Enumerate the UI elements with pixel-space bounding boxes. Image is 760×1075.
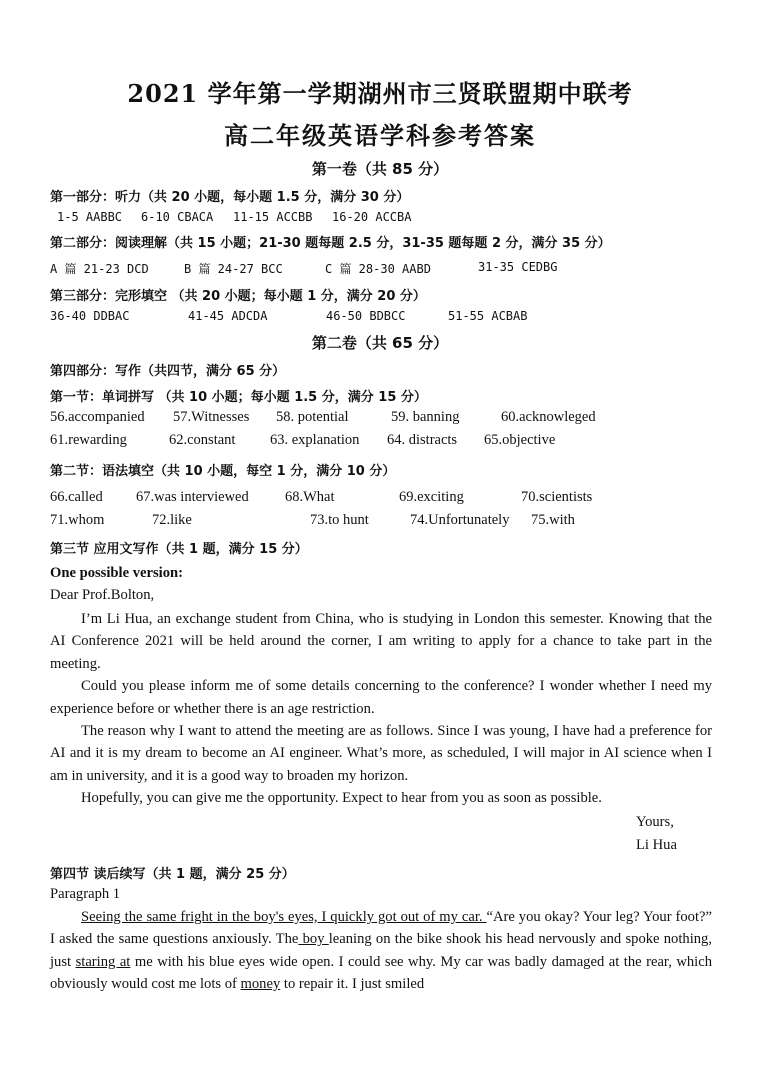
spelling-answer: 62.constant bbox=[169, 432, 236, 448]
grammar-answer: 72.like bbox=[152, 512, 192, 528]
continuation-text bbox=[50, 906, 712, 996]
part2-heading: 第二部分：阅读理解（共 15 小题；21-30 题每题 2.5 分，31-35 题每题 2 分，满分 35 分） bbox=[50, 236, 611, 251]
grammar-answer: 66.called bbox=[50, 489, 103, 505]
underlined-phrase: Seeing the same fright in the boy's eyes, I quickly got out of my car. bbox=[81, 909, 487, 925]
spelling-answer: 59. banning bbox=[391, 409, 460, 425]
spelling-answer: 56.accompanied bbox=[50, 409, 145, 425]
grammar-answer: 71.whom bbox=[50, 512, 105, 528]
part4-heading: 第四部分：写作（共四节，满分 65 分） bbox=[50, 364, 286, 379]
letter-body bbox=[50, 608, 712, 810]
part3-answer: 36-40 DDBAC bbox=[50, 309, 130, 323]
spelling-answer: 57.Witnesses bbox=[173, 409, 250, 425]
part2-answer: 31-35 CEDBG bbox=[478, 260, 558, 274]
letter-closing: Yours, bbox=[636, 814, 674, 830]
spelling-answer: 63. explanation bbox=[270, 432, 360, 448]
letter-signature: Li Hua bbox=[636, 837, 677, 853]
letter-paragraph: Hopefully, you can give me the opportunity. Expect to hear from you as soon as possible. bbox=[81, 790, 602, 807]
paragraph-label: Paragraph 1 bbox=[50, 886, 121, 902]
spelling-answer: 58. potential bbox=[276, 409, 349, 425]
part1-answer: 11-15 ACCBB bbox=[233, 210, 313, 224]
underlined-phrase: boy bbox=[298, 931, 329, 948]
part2-answer: B 篇 24-27 BCC bbox=[184, 262, 283, 276]
grammar-answer: 69.exciting bbox=[399, 489, 464, 505]
part1-heading: 第一部分：听力（共 20 小题，每小题 1.5 分，满分 30 分） bbox=[50, 190, 410, 205]
letter-paragraph: The reason why I want to attend the meeting are as follows. Since I was young, I have had a preference for AI and it is my dream to become an AI engineer. What’s more, as scheduled, I will major in AI science when I am in university, and it is a good way to broaden my horizon. bbox=[50, 723, 712, 784]
grammar-answer: 74.Unfortunately bbox=[410, 512, 510, 528]
letter-paragraph: I’m Li Hua, an exchange student from China, who is studying in London this semester. Knowing that the AI Conference 2021 will be held around the corner, I am writing to apply for a chance to take part in the meeting. bbox=[50, 611, 712, 672]
grammar-answer: 70.scientists bbox=[521, 489, 593, 505]
part3-heading: 第三部分：完形填空 （共 20 小题；每小题 1 分，满分 20 分） bbox=[50, 289, 426, 304]
part3-answer: 51-55 ACBAB bbox=[448, 309, 528, 323]
salutation: Dear Prof.Bolton, bbox=[50, 587, 155, 603]
part2-answer: C 篇 28-30 AABD bbox=[325, 262, 431, 276]
spelling-answer: 61.rewarding bbox=[50, 432, 127, 448]
spelling-answer: 60.acknowleged bbox=[501, 409, 596, 425]
letter-paragraph: Could you please inform me of some details concerning to the conference? I wonder whether I need my experience before or whether there is an age restriction. bbox=[50, 678, 712, 717]
part2-answer: A 篇 21-23 DCD bbox=[50, 262, 149, 276]
part1-answer: 6-10 CBACA bbox=[141, 210, 214, 224]
underlined-phrase: money bbox=[240, 976, 281, 993]
exam-subtitle: 高二年级英语学科参考答案 bbox=[224, 121, 536, 150]
section3-heading: 第三节 应用文写作（共 1 题，满分 15 分） bbox=[50, 542, 308, 557]
section1-heading: 第一节：单词拼写 （共 10 小题；每小题 1.5 分，满分 15 分） bbox=[50, 390, 427, 405]
part1-answer: 16-20 ACCBA bbox=[332, 210, 412, 224]
part1-answer: 1-5 AABBC bbox=[57, 210, 123, 224]
underlined-phrase: staring at bbox=[75, 953, 131, 970]
grammar-answer: 68.What bbox=[285, 489, 335, 505]
part3-answer: 41-45 ADCDA bbox=[188, 309, 268, 323]
grammar-answer: 73.to hunt bbox=[310, 512, 369, 528]
exam-title: 2021 学年第一学期湖州市三贤联盟期中联考 bbox=[127, 79, 633, 108]
section2-heading: 第二节：语法填空（共 10 小题，每空 1 分，满分 10 分） bbox=[50, 464, 396, 479]
spelling-answer: 65.objective bbox=[484, 432, 556, 448]
volume1-heading: 第一卷（共 85 分） bbox=[311, 160, 449, 178]
continuation-paragraph: Seeing the same fright in the boy's eyes, I quickly got out of my car. “Are you okay? Your leg? Your foot?” I asked the same questions anxiously. The boy leaning on the bike shook his head nervously and spoke nothing, just staring at me with his blue eyes wide open. I could see why. My car was badly damaged at the rear, which obviously would cost me lots of money to repair it. I just smiled bbox=[50, 909, 713, 993]
part3-answer: 46-50 BDBCC bbox=[326, 309, 406, 323]
version-label: One possible version: bbox=[50, 565, 183, 581]
volume2-heading: 第二卷（共 65 分） bbox=[311, 334, 449, 352]
section4-heading: 第四节 读后续写（共 1 题，满分 25 分） bbox=[50, 867, 295, 882]
grammar-answer: 67.was interviewed bbox=[136, 489, 249, 505]
spelling-answer: 64. distracts bbox=[387, 432, 458, 448]
grammar-answer: 75.with bbox=[531, 512, 575, 528]
